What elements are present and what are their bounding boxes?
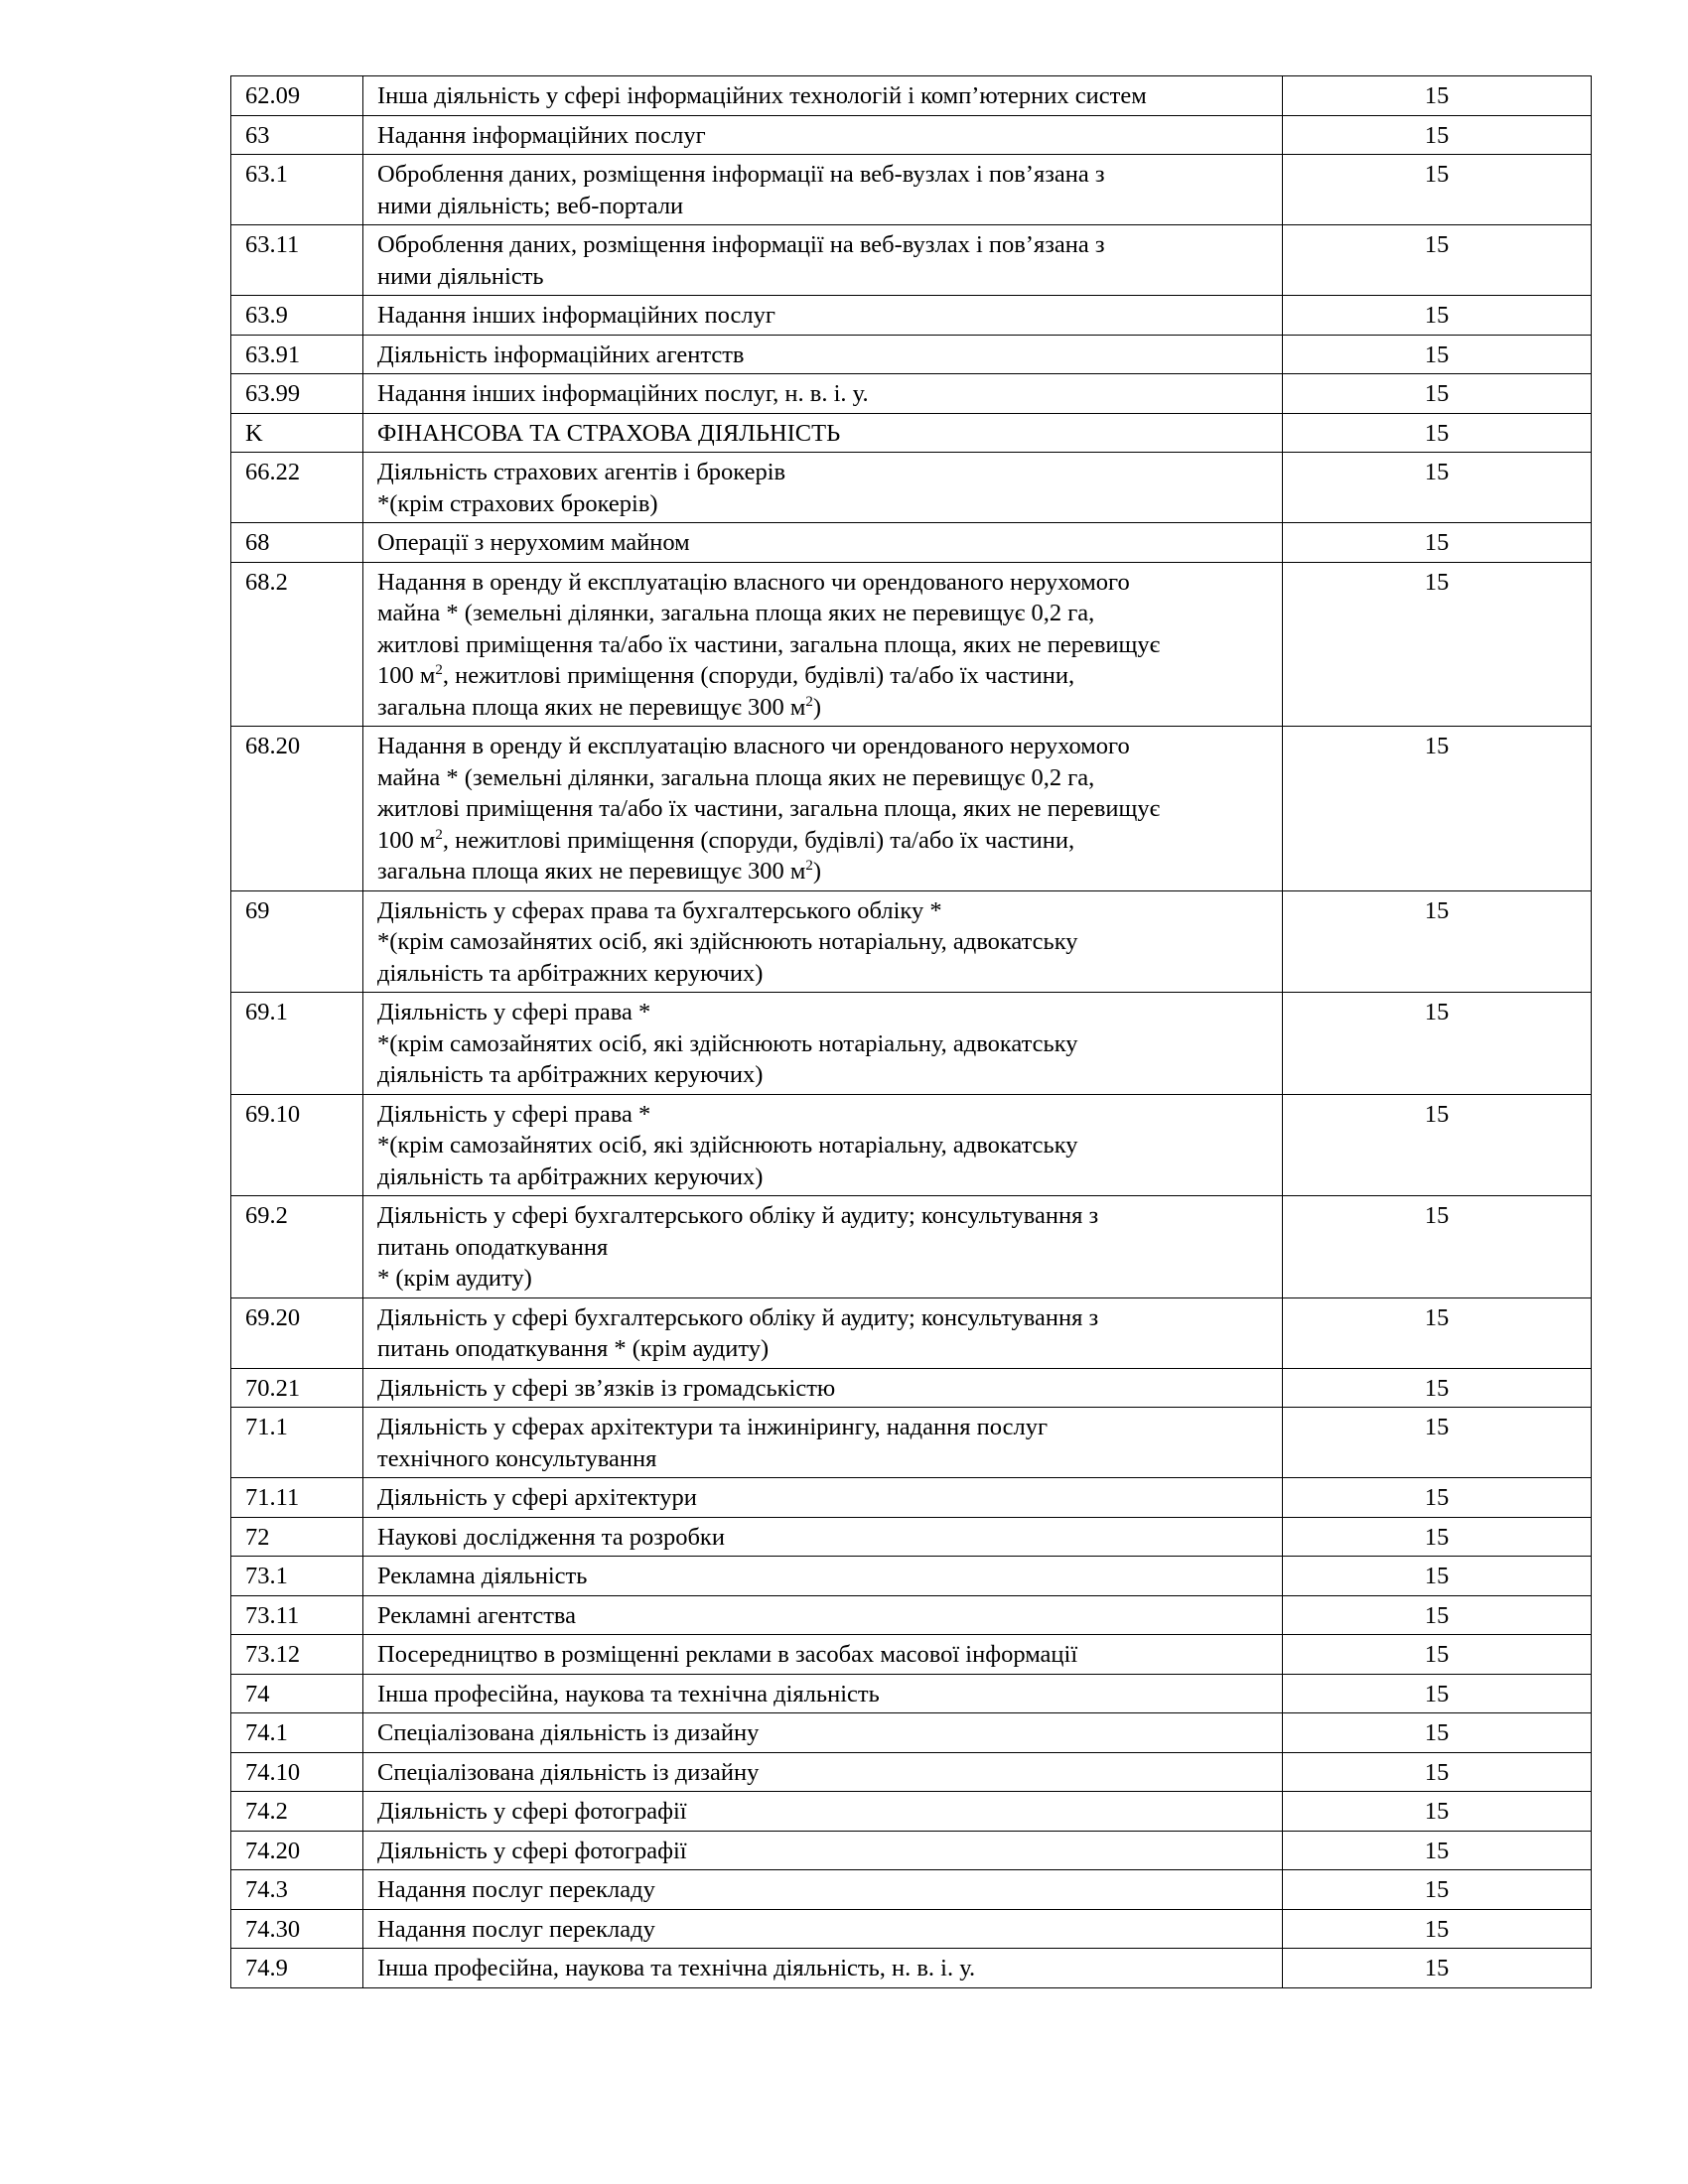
table-row <box>231 76 1592 116</box>
table-row <box>231 1949 1592 1988</box>
table-row <box>231 523 1592 563</box>
table-row <box>231 335 1592 374</box>
activity-code-cell: 63.99 <box>231 374 363 414</box>
activity-code-cell: 69.1 <box>231 993 363 1095</box>
rate-value-cell: 15 <box>1283 1094 1592 1196</box>
activity-name-cell: Спеціалізована діяльність із дизайну <box>363 1713 1283 1753</box>
activity-name-cell: Надання в оренду й експлуатацію власного чи орендованого нерухомого майна * (земельні ділянки, загальна площа яких не перевищує 0,2 га, житлові приміщення та/або їх частини, загальна площа, яких не перевищує 100 $м^2$, нежитлові приміщення (споруди, будівлі) та/або їх частини, загальна площа яких не перевищує 300 $м^2$) <box>363 727 1283 891</box>
activity-name-cell: Діяльність у сфері бухгалтерського обліку й аудиту; консультування з питань оподаткування * (крім аудиту) <box>363 1196 1283 1298</box>
activity-code-cell: 69.2 <box>231 1196 363 1298</box>
rate-value-cell: 15 <box>1283 1408 1592 1478</box>
activity-name-cell: Надання інших інформаційних послуг <box>363 296 1283 336</box>
activity-code-cell: 74.3 <box>231 1870 363 1910</box>
table-row <box>231 1557 1592 1596</box>
table-row <box>231 1408 1592 1478</box>
table-row <box>231 727 1592 891</box>
table-row <box>231 1368 1592 1408</box>
activity-code-cell: 63.1 <box>231 155 363 225</box>
activity-name-cell: Оброблення даних, розміщення інформації на веб-вузлах і пов’язана з ними діяльність <box>363 225 1283 296</box>
rate-value-cell: 15 <box>1283 335 1592 374</box>
rate-value-cell: 15 <box>1283 1478 1592 1518</box>
activity-name-cell: Наукові дослідження та розробки <box>363 1517 1283 1557</box>
table-row <box>231 225 1592 296</box>
rate-value-cell: 15 <box>1283 993 1592 1095</box>
activity-name-cell: Діяльність у сфері права * *(крім самозайнятих осіб, які здійснюють нотаріальну, адвокатську діяльність та арбітражних керуючих) <box>363 1094 1283 1196</box>
rate-value-cell: 15 <box>1283 76 1592 116</box>
activity-code-cell: 74.30 <box>231 1909 363 1949</box>
activity-name-cell: ФІНАНСОВА ТА СТРАХОВА ДІЯЛЬНІСТЬ <box>363 413 1283 453</box>
activity-name-cell: Надання в оренду й експлуатацію власного чи орендованого нерухомого майна * (земельні ділянки, загальна площа яких не перевищує 0,2 га, житлові приміщення та/або їх частини, загальна площа, яких не перевищує 100 $м^2$, нежитлові приміщення (споруди, будівлі) та/або їх частини, загальна площа яких не перевищує 300 $м^2$) <box>363 562 1283 727</box>
activity-code-cell: K <box>231 413 363 453</box>
table-row <box>231 1831 1592 1870</box>
activity-name-cell: Інша професійна, наукова та технічна діяльність <box>363 1674 1283 1713</box>
rate-value-cell: 15 <box>1283 1368 1592 1408</box>
activity-code-cell: 73.1 <box>231 1557 363 1596</box>
activity-code-cell: 71.1 <box>231 1408 363 1478</box>
table-row <box>231 1870 1592 1910</box>
activity-code-cell: 69.20 <box>231 1297 363 1368</box>
activity-name-cell: Діяльність у сфері зв’язків із громадськістю <box>363 1368 1283 1408</box>
table-row <box>231 453 1592 523</box>
table-row <box>231 1792 1592 1832</box>
rate-value-cell: 15 <box>1283 1595 1592 1635</box>
rate-value-cell: 15 <box>1283 453 1592 523</box>
rate-value-cell: 15 <box>1283 727 1592 891</box>
table-row <box>231 1674 1592 1713</box>
rate-value-cell: 15 <box>1283 1557 1592 1596</box>
activity-code-cell: 72 <box>231 1517 363 1557</box>
activity-name-cell: Рекламні агентства <box>363 1595 1283 1635</box>
activity-name-cell: Діяльність у сфері фотографії <box>363 1831 1283 1870</box>
rate-value-cell: 15 <box>1283 225 1592 296</box>
rate-value-cell: 15 <box>1283 413 1592 453</box>
rate-value-cell: 15 <box>1283 562 1592 727</box>
rate-value-cell: 15 <box>1283 1635 1592 1675</box>
activity-code-cell: 74.2 <box>231 1792 363 1832</box>
activity-name-cell: Діяльність у сфері фотографії <box>363 1792 1283 1832</box>
rate-value-cell: 15 <box>1283 890 1592 993</box>
rate-value-cell: 15 <box>1283 296 1592 336</box>
activity-name-cell: Діяльність у сферах архітектури та інжинірингу, надання послуг технічного консультування <box>363 1408 1283 1478</box>
table-row <box>231 562 1592 727</box>
activity-name-cell: Інша діяльність у сфері інформаційних технологій і комп’ютерних систем <box>363 76 1283 116</box>
table-row <box>231 296 1592 336</box>
table-row <box>231 115 1592 155</box>
table-body <box>231 76 1592 1988</box>
activity-name-cell: Посередництво в розміщенні реклами в засобах масової інформації <box>363 1635 1283 1675</box>
rate-value-cell: 15 <box>1283 1196 1592 1298</box>
activity-name-cell: Надання інших інформаційних послуг, н. в. і. у. <box>363 374 1283 414</box>
activity-code-cell: 74 <box>231 1674 363 1713</box>
table-row <box>231 1595 1592 1635</box>
activity-code-cell: 63.11 <box>231 225 363 296</box>
activity-name-cell: Діяльність інформаційних агентств <box>363 335 1283 374</box>
activity-name-cell: Діяльність у сфері архітектури <box>363 1478 1283 1518</box>
rate-value-cell: 15 <box>1283 1949 1592 1988</box>
activity-code-cell: 62.09 <box>231 76 363 116</box>
activity-code-cell: 63.91 <box>231 335 363 374</box>
activity-code-cell: 74.1 <box>231 1713 363 1753</box>
table-row <box>231 1517 1592 1557</box>
table-row <box>231 1635 1592 1675</box>
activity-code-cell: 68.2 <box>231 562 363 727</box>
activity-code-cell: 63.9 <box>231 296 363 336</box>
activity-code-cell: 74.9 <box>231 1949 363 1988</box>
activity-name-cell: Діяльність у сфері права * *(крім самозайнятих осіб, які здійснюють нотаріальну, адвокатську діяльність та арбітражних керуючих) <box>363 993 1283 1095</box>
activity-code-cell: 71.11 <box>231 1478 363 1518</box>
activity-codes-table <box>230 75 1592 1988</box>
activity-code-cell: 66.22 <box>231 453 363 523</box>
activity-name-cell: Оброблення даних, розміщення інформації на веб-вузлах і пов’язана з ними діяльність; веб-портали <box>363 155 1283 225</box>
rate-value-cell: 15 <box>1283 115 1592 155</box>
activity-name-cell: Рекламна діяльність <box>363 1557 1283 1596</box>
activity-name-cell: Спеціалізована діяльність із дизайну <box>363 1752 1283 1792</box>
activity-code-cell: 73.12 <box>231 1635 363 1675</box>
activity-code-cell: 74.10 <box>231 1752 363 1792</box>
table-row <box>231 890 1592 993</box>
table-row <box>231 993 1592 1095</box>
activity-name-cell: Інша професійна, наукова та технічна діяльність, н. в. і. у. <box>363 1949 1283 1988</box>
activity-name-cell: Надання послуг перекладу <box>363 1870 1283 1910</box>
activity-name-cell: Надання інформаційних послуг <box>363 115 1283 155</box>
activity-name-cell: Операції з нерухомим майном <box>363 523 1283 563</box>
rate-value-cell: 15 <box>1283 1297 1592 1368</box>
rate-value-cell: 15 <box>1283 374 1592 414</box>
activity-code-cell: 74.20 <box>231 1831 363 1870</box>
rate-value-cell: 15 <box>1283 1517 1592 1557</box>
table-row <box>231 1909 1592 1949</box>
activity-code-cell: 68 <box>231 523 363 563</box>
activity-code-cell: 73.11 <box>231 1595 363 1635</box>
activity-name-cell: Діяльність у сферах права та бухгалтерського обліку * *(крім самозайнятих осіб, які здійснюють нотаріальну, адвокатську діяльність та арбітражних керуючих) <box>363 890 1283 993</box>
rate-value-cell: 15 <box>1283 1713 1592 1753</box>
activity-code-cell: 68.20 <box>231 727 363 891</box>
activity-code-cell: 69 <box>231 890 363 993</box>
rate-value-cell: 15 <box>1283 1909 1592 1949</box>
activity-code-cell: 63 <box>231 115 363 155</box>
rate-value-cell: 15 <box>1283 1674 1592 1713</box>
rate-value-cell: 15 <box>1283 1870 1592 1910</box>
rate-value-cell: 15 <box>1283 523 1592 563</box>
activity-code-cell: 70.21 <box>231 1368 363 1408</box>
rate-value-cell: 15 <box>1283 155 1592 225</box>
rate-value-cell: 15 <box>1283 1792 1592 1832</box>
table-row <box>231 1094 1592 1196</box>
rate-value-cell: 15 <box>1283 1831 1592 1870</box>
table-row <box>231 155 1592 225</box>
rate-value-cell: 15 <box>1283 1752 1592 1792</box>
table-row <box>231 1752 1592 1792</box>
table-row <box>231 1478 1592 1518</box>
activity-name-cell: Діяльність страхових агентів і брокерів *(крім страхових брокерів) <box>363 453 1283 523</box>
table-row <box>231 1297 1592 1368</box>
table-row <box>231 1196 1592 1298</box>
table-row <box>231 374 1592 414</box>
activity-code-cell: 69.10 <box>231 1094 363 1196</box>
table-row <box>231 1713 1592 1753</box>
table-row <box>231 413 1592 453</box>
activity-name-cell: Діяльність у сфері бухгалтерського обліку й аудиту; консультування з питань оподаткування * (крім аудиту) <box>363 1297 1283 1368</box>
activity-name-cell: Надання послуг перекладу <box>363 1909 1283 1949</box>
